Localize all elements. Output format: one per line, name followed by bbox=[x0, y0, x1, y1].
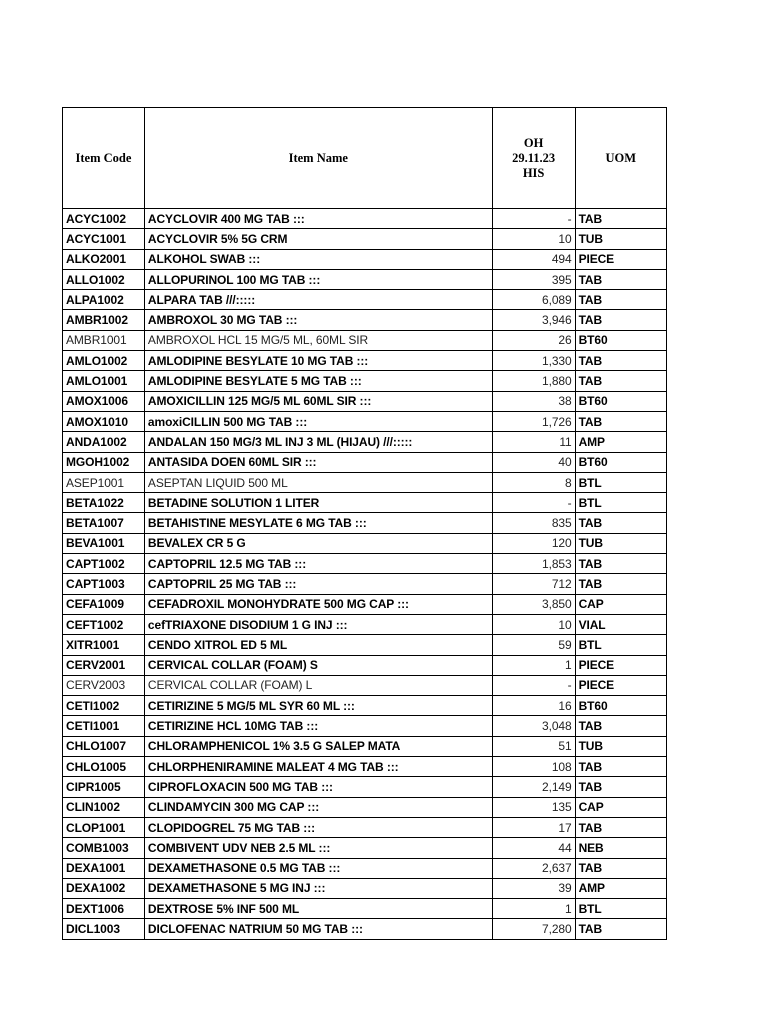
table-row bbox=[63, 635, 667, 655]
cell-uom: PIECE bbox=[575, 655, 666, 675]
cell-uom: BT60 bbox=[575, 452, 666, 472]
cell-oh-qty: 6,089 bbox=[492, 290, 575, 310]
header-item-code: Item Code bbox=[63, 108, 145, 209]
cell-item-name: CLINDAMYCIN 300 MG CAP ::: bbox=[144, 797, 492, 817]
header-oh-line3: HIS bbox=[522, 165, 545, 180]
cell-item-code: CEFA1009 bbox=[63, 594, 145, 614]
cell-item-code: DICL1003 bbox=[63, 919, 145, 939]
cell-item-code: CETI1001 bbox=[63, 716, 145, 736]
cell-item-code: COMB1003 bbox=[63, 838, 145, 858]
cell-item-code: CIPR1005 bbox=[63, 777, 145, 797]
cell-item-code: DEXA1002 bbox=[63, 878, 145, 898]
cell-uom: VIAL bbox=[575, 614, 666, 634]
cell-oh-qty: 494 bbox=[492, 249, 575, 269]
cell-item-code: XITR1001 bbox=[63, 635, 145, 655]
cell-item-code: CLOP1001 bbox=[63, 817, 145, 837]
cell-oh-qty: 1 bbox=[492, 655, 575, 675]
cell-uom: BTL bbox=[575, 472, 666, 492]
cell-oh-qty: 1,726 bbox=[492, 411, 575, 431]
cell-oh-qty: 395 bbox=[492, 269, 575, 289]
table-row bbox=[63, 594, 667, 614]
header-item-name: Item Name bbox=[144, 108, 492, 209]
cell-uom: TAB bbox=[575, 310, 666, 330]
cell-uom: BTL bbox=[575, 635, 666, 655]
cell-oh-qty: 7,280 bbox=[492, 919, 575, 939]
cell-oh-qty: 10 bbox=[492, 229, 575, 249]
table-row bbox=[63, 655, 667, 675]
table-row bbox=[63, 757, 667, 777]
cell-item-name: DEXAMETHASONE 0.5 MG TAB ::: bbox=[144, 858, 492, 878]
cell-oh-qty: 44 bbox=[492, 838, 575, 858]
cell-oh-qty: 40 bbox=[492, 452, 575, 472]
header-row bbox=[63, 108, 667, 209]
table-row bbox=[63, 899, 667, 919]
cell-item-code: ALLO1002 bbox=[63, 269, 145, 289]
cell-uom: PIECE bbox=[575, 675, 666, 695]
cell-item-code: BETA1007 bbox=[63, 513, 145, 533]
cell-item-name: CIPROFLOXACIN 500 MG TAB ::: bbox=[144, 777, 492, 797]
cell-uom: TAB bbox=[575, 858, 666, 878]
cell-item-code: CAPT1002 bbox=[63, 554, 145, 574]
cell-uom: AMP bbox=[575, 432, 666, 452]
cell-item-code: ALPA1002 bbox=[63, 290, 145, 310]
cell-oh-qty: 1,330 bbox=[492, 351, 575, 371]
cell-uom: TUB bbox=[575, 736, 666, 756]
cell-uom: CAP bbox=[575, 797, 666, 817]
cell-uom: BTL bbox=[575, 899, 666, 919]
cell-uom: TAB bbox=[575, 554, 666, 574]
cell-uom: TAB bbox=[575, 371, 666, 391]
cell-oh-qty: 135 bbox=[492, 797, 575, 817]
cell-item-code: CHLO1007 bbox=[63, 736, 145, 756]
cell-item-code: ACYC1001 bbox=[63, 229, 145, 249]
cell-item-name: CERVICAL COLLAR (FOAM) L bbox=[144, 675, 492, 695]
table-row bbox=[63, 371, 667, 391]
table-row bbox=[63, 554, 667, 574]
cell-oh-qty: 11 bbox=[492, 432, 575, 452]
cell-item-name: CHLORAMPHENICOL 1% 3.5 G SALEP MATA bbox=[144, 736, 492, 756]
cell-uom: TAB bbox=[575, 351, 666, 371]
cell-item-name: CAPTOPRIL 12.5 MG TAB ::: bbox=[144, 554, 492, 574]
cell-uom: NEB bbox=[575, 838, 666, 858]
cell-uom: TAB bbox=[575, 209, 666, 229]
cell-item-name: CETIRIZINE HCL 10MG TAB ::: bbox=[144, 716, 492, 736]
cell-item-code: CHLO1005 bbox=[63, 757, 145, 777]
cell-item-code: AMLO1002 bbox=[63, 351, 145, 371]
table-row bbox=[63, 391, 667, 411]
cell-oh-qty: 1 bbox=[492, 899, 575, 919]
cell-item-code: DEXT1006 bbox=[63, 899, 145, 919]
table-row bbox=[63, 736, 667, 756]
cell-item-code: ASEP1001 bbox=[63, 472, 145, 492]
table-row bbox=[63, 716, 667, 736]
cell-item-name: DEXAMETHASONE 5 MG INJ ::: bbox=[144, 878, 492, 898]
cell-item-name: CENDO XITROL ED 5 ML bbox=[144, 635, 492, 655]
cell-uom: TAB bbox=[575, 290, 666, 310]
cell-item-name: AMLODIPINE BESYLATE 5 MG TAB ::: bbox=[144, 371, 492, 391]
table-row bbox=[63, 696, 667, 716]
cell-item-name: ANTASIDA DOEN 60ML SIR ::: bbox=[144, 452, 492, 472]
cell-item-code: AMLO1001 bbox=[63, 371, 145, 391]
table-row bbox=[63, 858, 667, 878]
cell-item-name: cefTRIAXONE DISODIUM 1 G INJ ::: bbox=[144, 614, 492, 634]
cell-uom: BT60 bbox=[575, 391, 666, 411]
inventory-table bbox=[62, 107, 667, 940]
table-row bbox=[63, 472, 667, 492]
cell-uom: BT60 bbox=[575, 330, 666, 350]
cell-item-name: CERVICAL COLLAR (FOAM) S bbox=[144, 655, 492, 675]
cell-uom: BT60 bbox=[575, 696, 666, 716]
cell-oh-qty: 835 bbox=[492, 513, 575, 533]
cell-oh-qty: 26 bbox=[492, 330, 575, 350]
cell-item-name: ANDALAN 150 MG/3 ML INJ 3 ML (HIJAU) ///::::: bbox=[144, 432, 492, 452]
cell-item-name: COMBIVENT UDV NEB 2.5 ML ::: bbox=[144, 838, 492, 858]
cell-oh-qty: - bbox=[492, 493, 575, 513]
table-row bbox=[63, 817, 667, 837]
table-row bbox=[63, 574, 667, 594]
cell-oh-qty: 59 bbox=[492, 635, 575, 655]
cell-item-code: ALKO2001 bbox=[63, 249, 145, 269]
table-row bbox=[63, 675, 667, 695]
cell-uom: TAB bbox=[575, 716, 666, 736]
cell-item-name: BEVALEX CR 5 G bbox=[144, 533, 492, 553]
cell-item-name: amoxiCILLIN 500 MG TAB ::: bbox=[144, 411, 492, 431]
cell-oh-qty: 16 bbox=[492, 696, 575, 716]
cell-uom: TUB bbox=[575, 229, 666, 249]
table-row bbox=[63, 290, 667, 310]
cell-item-code: BEVA1001 bbox=[63, 533, 145, 553]
cell-item-name: DICLOFENAC NATRIUM 50 MG TAB ::: bbox=[144, 919, 492, 939]
table-row bbox=[63, 411, 667, 431]
cell-oh-qty: 17 bbox=[492, 817, 575, 837]
table-body bbox=[63, 209, 667, 940]
cell-item-code: MGOH1002 bbox=[63, 452, 145, 472]
cell-item-name: AMBROXOL HCL 15 MG/5 ML, 60ML SIR bbox=[144, 330, 492, 350]
cell-item-name: CHLORPHENIRAMINE MALEAT 4 MG TAB ::: bbox=[144, 757, 492, 777]
cell-item-code: BETA1022 bbox=[63, 493, 145, 513]
cell-uom: PIECE bbox=[575, 249, 666, 269]
cell-uom: TAB bbox=[575, 919, 666, 939]
cell-item-code: CLIN1002 bbox=[63, 797, 145, 817]
table-row bbox=[63, 229, 667, 249]
cell-item-code: CETI1002 bbox=[63, 696, 145, 716]
cell-item-name: ASEPTAN LIQUID 500 ML bbox=[144, 472, 492, 492]
cell-oh-qty: 38 bbox=[492, 391, 575, 411]
cell-uom: TAB bbox=[575, 574, 666, 594]
table-row bbox=[63, 209, 667, 229]
cell-uom: TAB bbox=[575, 777, 666, 797]
header-oh bbox=[492, 108, 575, 209]
cell-item-code: AMBR1001 bbox=[63, 330, 145, 350]
cell-item-code: AMOX1010 bbox=[63, 411, 145, 431]
table-row bbox=[63, 614, 667, 634]
cell-oh-qty: 3,850 bbox=[492, 594, 575, 614]
cell-oh-qty: - bbox=[492, 209, 575, 229]
table-row bbox=[63, 919, 667, 939]
cell-oh-qty: 51 bbox=[492, 736, 575, 756]
cell-uom: TAB bbox=[575, 513, 666, 533]
cell-item-code: CERV2001 bbox=[63, 655, 145, 675]
table-row bbox=[63, 777, 667, 797]
table-row bbox=[63, 493, 667, 513]
cell-oh-qty: 3,048 bbox=[492, 716, 575, 736]
cell-item-name: ALPARA TAB ///::::: bbox=[144, 290, 492, 310]
cell-item-name: BETADINE SOLUTION 1 LITER bbox=[144, 493, 492, 513]
cell-uom: TAB bbox=[575, 411, 666, 431]
table-row bbox=[63, 513, 667, 533]
cell-uom: AMP bbox=[575, 878, 666, 898]
cell-item-name: CEFADROXIL MONOHYDRATE 500 MG CAP ::: bbox=[144, 594, 492, 614]
cell-item-name: BETAHISTINE MESYLATE 6 MG TAB ::: bbox=[144, 513, 492, 533]
cell-uom: TUB bbox=[575, 533, 666, 553]
cell-item-name: CLOPIDOGREL 75 MG TAB ::: bbox=[144, 817, 492, 837]
table-row bbox=[63, 351, 667, 371]
cell-item-name: CAPTOPRIL 25 MG TAB ::: bbox=[144, 574, 492, 594]
cell-item-name: DEXTROSE 5% INF 500 ML bbox=[144, 899, 492, 919]
cell-item-code: DEXA1001 bbox=[63, 858, 145, 878]
table-row bbox=[63, 330, 667, 350]
cell-oh-qty: 10 bbox=[492, 614, 575, 634]
cell-oh-qty: 8 bbox=[492, 472, 575, 492]
cell-item-name: AMOXICILLIN 125 MG/5 ML 60ML SIR ::: bbox=[144, 391, 492, 411]
table-row bbox=[63, 838, 667, 858]
table-row bbox=[63, 310, 667, 330]
cell-oh-qty: 120 bbox=[492, 533, 575, 553]
cell-oh-qty: 2,149 bbox=[492, 777, 575, 797]
table-row bbox=[63, 797, 667, 817]
cell-oh-qty: 39 bbox=[492, 878, 575, 898]
cell-item-code: AMOX1006 bbox=[63, 391, 145, 411]
cell-uom: TAB bbox=[575, 269, 666, 289]
cell-item-name: CETIRIZINE 5 MG/5 ML SYR 60 ML ::: bbox=[144, 696, 492, 716]
cell-item-code: CERV2003 bbox=[63, 675, 145, 695]
table-row bbox=[63, 533, 667, 553]
header-oh-line1: OH bbox=[523, 135, 544, 150]
cell-item-name: ACYCLOVIR 5% 5G CRM bbox=[144, 229, 492, 249]
table-row bbox=[63, 452, 667, 472]
cell-uom: BTL bbox=[575, 493, 666, 513]
cell-item-name: AMLODIPINE BESYLATE 10 MG TAB ::: bbox=[144, 351, 492, 371]
cell-oh-qty: 712 bbox=[492, 574, 575, 594]
cell-item-name: ACYCLOVIR 400 MG TAB ::: bbox=[144, 209, 492, 229]
cell-uom: CAP bbox=[575, 594, 666, 614]
cell-oh-qty: 1,853 bbox=[492, 554, 575, 574]
cell-oh-qty: 2,637 bbox=[492, 858, 575, 878]
cell-item-code: AMBR1002 bbox=[63, 310, 145, 330]
cell-oh-qty: 1,880 bbox=[492, 371, 575, 391]
table-row bbox=[63, 432, 667, 452]
cell-item-code: ACYC1002 bbox=[63, 209, 145, 229]
cell-oh-qty: - bbox=[492, 675, 575, 695]
table-row bbox=[63, 249, 667, 269]
cell-item-name: ALKOHOL SWAB ::: bbox=[144, 249, 492, 269]
cell-item-name: ALLOPURINOL 100 MG TAB ::: bbox=[144, 269, 492, 289]
cell-uom: TAB bbox=[575, 757, 666, 777]
cell-item-code: ANDA1002 bbox=[63, 432, 145, 452]
cell-uom: TAB bbox=[575, 817, 666, 837]
cell-item-code: CAPT1003 bbox=[63, 574, 145, 594]
header-oh-line2: 29.11.23 bbox=[512, 150, 556, 165]
cell-oh-qty: 3,946 bbox=[492, 310, 575, 330]
cell-item-code: CEFT1002 bbox=[63, 614, 145, 634]
table-row bbox=[63, 269, 667, 289]
table-row bbox=[63, 878, 667, 898]
cell-item-name: AMBROXOL 30 MG TAB ::: bbox=[144, 310, 492, 330]
header-uom: UOM bbox=[575, 108, 666, 209]
cell-oh-qty: 108 bbox=[492, 757, 575, 777]
